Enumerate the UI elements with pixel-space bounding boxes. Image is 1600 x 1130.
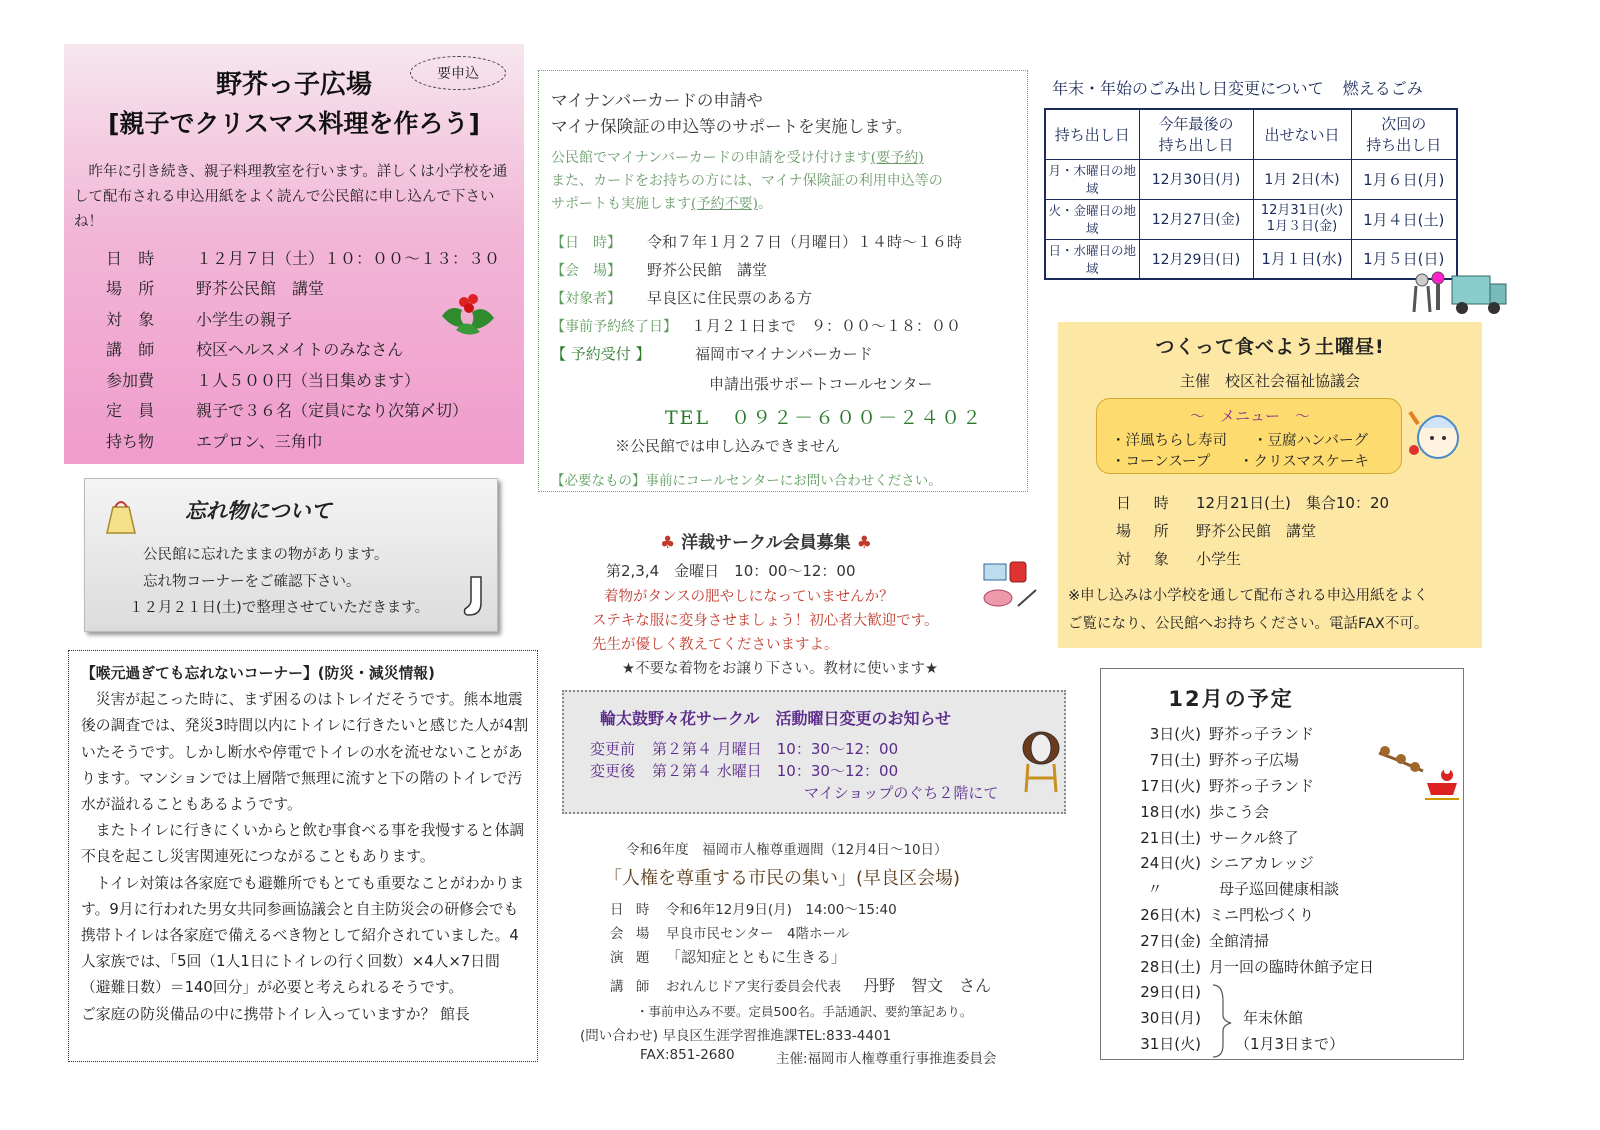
table-cell: 1月５日(日) <box>1351 239 1457 279</box>
saturday-lunch-box <box>1058 322 1482 648</box>
desc-text: 。 <box>757 196 772 212</box>
table-header: 次回の 持ち出し日 <box>1351 109 1457 159</box>
garbage-title-row <box>1052 76 1423 99</box>
info-row <box>106 425 500 456</box>
schedule-event: 年末休館 <box>1243 1009 1304 1028</box>
human-rights-note: ・事前申込み不要。定員500名。手話通訳、要約筆記あり。 <box>636 1004 973 1019</box>
row-key: 日 時 <box>1116 494 1178 512</box>
before-value: 第２第４ 月曜日 10：30～12：00 <box>652 740 899 758</box>
row-key: 日 時 <box>610 902 654 918</box>
table-row <box>1045 159 1457 199</box>
schedule-event: サークル終了 <box>1209 828 1299 847</box>
reservation-badge: 要申込 <box>410 56 506 90</box>
schedule-date: 26日(木) <box>1140 905 1201 924</box>
menu-item: ・コーンスープ <box>1111 454 1211 470</box>
row-value: 小学生 <box>1196 550 1242 568</box>
schedule-date: 21日(土) <box>1140 828 1201 847</box>
desc-text: また、カードをお持ちの方には、マイナ保険証の利用申込等の <box>551 173 943 189</box>
row-key: 【日 時】 <box>551 235 621 251</box>
info-row <box>106 364 500 395</box>
reservation-key: 【 予約受付 】 <box>551 345 651 363</box>
mynumber-row <box>551 231 962 252</box>
human-rights-row <box>610 973 991 996</box>
taiko-title: 輪太鼓野々花サークル 活動曜日変更のお知らせ <box>600 709 952 728</box>
row-value: 「認知症とともに生きる」 <box>666 948 847 966</box>
table-header-row <box>1045 109 1457 159</box>
mynumber-description <box>551 147 1021 216</box>
table-header: 今年最後の 持ち出し日 <box>1139 109 1253 159</box>
schedule-event: 歩こう会 <box>1209 802 1270 821</box>
sewing-line: 先生が優しく教えてくださいますよ。 <box>592 637 839 653</box>
mynumber-box <box>538 70 1028 492</box>
kids-plaza-subtitle: [親子でクリスマス料理を作ろう] <box>108 109 480 138</box>
table-cell: 1月４日(土) <box>1351 199 1457 239</box>
taiko-after-row <box>590 760 898 781</box>
sock-icon <box>461 575 491 619</box>
cook-character-icon <box>1404 402 1468 466</box>
row-value: 野芥公民館 講堂 <box>647 261 768 279</box>
row-key: 対 象 <box>1116 550 1178 568</box>
schedule-event: 野芥っ子ランド <box>1209 776 1315 795</box>
bag-icon <box>101 495 141 537</box>
schedule-date: 31日(火) <box>1140 1034 1201 1053</box>
info-row <box>106 242 500 273</box>
schedule-date: 〃 <box>1147 880 1163 899</box>
saturday-row <box>1116 492 1389 513</box>
mynumber-note: ※公民館では申し込みできません <box>615 437 841 455</box>
info-row <box>106 334 500 365</box>
schedule-date: 30日(月) <box>1140 1009 1201 1028</box>
mynumber-row <box>551 315 961 336</box>
garbage-title: 年末・年始のごみ出し日変更について <box>1052 79 1324 98</box>
bracket-icon <box>1209 981 1235 1061</box>
row-value: 野芥公民館 講堂 <box>1196 522 1317 540</box>
saturday-host: 主催 校区社会福祉協議会 <box>1179 372 1360 390</box>
disaster-paragraph: ご家庭の防災備品の中に携帯トイレ入っていますか？ 館長 <box>81 1005 470 1023</box>
schedule-event: 全館清掃 <box>1209 931 1270 950</box>
kids-plaza-info <box>106 242 500 456</box>
schedule-date: 7日(土) <box>1149 751 1201 770</box>
info-value: 校区ヘルスメイトのみなさん <box>196 340 404 360</box>
reservation-row <box>551 343 873 364</box>
menu-title: ～ メニュー ～ <box>1189 407 1310 425</box>
row-value: 令和７年１月２７日（月曜日）１４時～１６時 <box>647 233 963 251</box>
row-value: 12月21日(土) 集合10：20 <box>1196 494 1390 512</box>
row-value: 早良区に住民票のある方 <box>647 289 813 307</box>
sewing-line: ステキな服に変身させましょう！初心者大歓迎です。 <box>592 613 939 629</box>
saturday-note: ※申し込みは小学校を通して配布される申込用紙をよく <box>1068 588 1429 604</box>
garbage-truck-icon <box>1408 266 1508 320</box>
schedule-item <box>1129 747 1374 773</box>
lost-items-title: 忘れ物について <box>185 499 332 523</box>
taiko-drum-icon <box>1020 730 1062 794</box>
info-key: 場 所 <box>106 279 160 299</box>
lost-items-line: １２月２１日(土)で整理させていただきます。 <box>129 600 430 616</box>
table-cell: 12月30日(月) <box>1139 159 1253 199</box>
info-value: 親子で３６名（定員になり次第〆切） <box>196 401 469 421</box>
schedule-title: 12月の予定 <box>1168 687 1294 711</box>
desc-text: 公民館でマイナンバーカードの申請を受け付けます <box>551 150 871 166</box>
schedule-event: （1月3日まで） <box>1235 1034 1345 1053</box>
table-cell: 12月27日(金) <box>1139 199 1253 239</box>
schedule-item <box>1129 902 1374 928</box>
schedule-date: 27日(金) <box>1140 931 1201 950</box>
sewing-line: ★不要な着物をお譲り下さい。教材に使います★ <box>622 661 938 677</box>
table-cell: 1月１日(水) <box>1253 239 1351 279</box>
sewing-line: 着物がタンスの肥やしになっていませんか？ <box>604 589 894 605</box>
table-cell: 1月６日(月) <box>1351 159 1457 199</box>
taiko-place: マイショップのぐち２階にて <box>804 784 999 802</box>
mynumber-heading: マイナ保険証の申込等のサポートを実施します。 <box>551 117 913 136</box>
human-rights-row <box>610 922 849 942</box>
info-value: 野芥公民館 講堂 <box>196 279 325 299</box>
kids-plaza-box <box>64 44 524 464</box>
schedule-event: 野芥っ子広場 <box>1209 751 1300 770</box>
garbage-type: 燃えるごみ <box>1342 79 1423 98</box>
info-key: 日 時 <box>106 248 160 268</box>
schedule-event: 月一回の臨時休館予定日 <box>1209 957 1375 976</box>
schedule-date: 18日(水) <box>1140 802 1201 821</box>
disaster-title: 【喉元過ぎても忘れないコーナー】(防災・減災情報) <box>81 665 435 682</box>
schedule-event: 野芥っ子ランド <box>1209 725 1315 744</box>
table-cell: 1月 2日(木) <box>1253 159 1351 199</box>
info-key: 参加費 <box>106 370 155 390</box>
row-key: 場 所 <box>1116 522 1178 540</box>
schedule-date: 17日(火) <box>1140 776 1201 795</box>
row-key: 【会 場】 <box>551 263 621 279</box>
table-row <box>1045 239 1457 279</box>
schedule-item <box>1129 953 1374 979</box>
schedule-event: ミニ門松づくり <box>1209 905 1315 924</box>
schedule-item <box>1129 773 1374 799</box>
table-cell: 日・水曜日の地域 <box>1045 239 1139 279</box>
mynumber-row <box>551 259 767 280</box>
desc-emphasis: (要予約) <box>870 150 924 166</box>
garbage-table <box>1044 108 1458 280</box>
reservation-value: 申請出張サポートコールセンター <box>709 375 933 393</box>
taiko-before-row <box>590 738 898 759</box>
schedule-date: 3日(火) <box>1149 725 1201 744</box>
row-key: 会 場 <box>610 926 654 942</box>
menu-item: ・洋風ちらし寿司 <box>1111 433 1227 449</box>
kids-plaza-title: 野芥っ子広場 <box>215 70 372 100</box>
schedule-item <box>1129 824 1374 850</box>
saturday-row <box>1116 520 1316 541</box>
info-key: 定 員 <box>106 401 160 421</box>
human-rights-sub: 令和6年度 福岡市人権尊重週間（12月4日～10日） <box>626 842 948 858</box>
info-key: 対 象 <box>106 309 160 329</box>
table-header: 持ち出し日 <box>1045 109 1139 159</box>
human-rights-title: 「人権を尊重する市民の集い」(早良区会場) <box>604 868 961 889</box>
schedule-item <box>1129 1031 1374 1057</box>
row-key: 講 師 <box>610 979 654 995</box>
human-rights-host: 主催:福岡市人権尊重行事推進委員会 <box>776 1051 997 1067</box>
sewing-title: 洋裁サークル会員募集 <box>681 533 851 553</box>
schedule-date: 28日(土) <box>1140 957 1201 976</box>
disaster-column <box>68 650 538 1062</box>
row-value: 早良市民センター 4階ホール <box>666 926 850 942</box>
saturday-row <box>1116 548 1241 569</box>
lost-items-line: 公民館に忘れたままの物があります。 <box>143 547 389 563</box>
mynumber-needs: 【必要なもの】事前にコールセンターにお問い合わせください。 <box>551 473 942 489</box>
lost-items-box <box>84 478 498 632</box>
december-schedule-box <box>1100 668 1464 1060</box>
menu-box <box>1096 398 1402 474</box>
schedule-event: シニアカレッジ <box>1209 854 1314 873</box>
call-center-tel: TEL ０９２－６００－２４０２ <box>665 407 984 429</box>
disaster-paragraph: 災害が起こった時に、まず困るのはトレイだそうです。熊本地震後の調査では、発災3時間以内にトイレに行きたいと感じた人が4割いたそうです。しかし断水や停電でトイレの水を流せないことがあります。マンションでは上層階で無理に流すと下の階のトイレで汚水が溢れることもあるようです。 <box>81 691 529 814</box>
sewing-schedule: 第2,3,4 金曜日 10：00～12：00 <box>606 562 856 580</box>
saturday-title: つくって食べよう土曜昼! <box>1155 336 1385 358</box>
menu-item: ・クリスマスケーキ <box>1239 454 1369 470</box>
row-key: 【対象者】 <box>551 291 621 307</box>
schedule-item <box>1129 979 1374 1005</box>
table-cell: 月・木曜日の地域 <box>1045 159 1139 199</box>
table-cell: 12月29日(日) <box>1139 239 1253 279</box>
schedule-list <box>1129 721 1374 1056</box>
taiko-notice-box <box>562 690 1066 814</box>
table-row <box>1045 199 1457 239</box>
club-icon: ♣ <box>660 533 676 553</box>
table-cell: 12月31日(火) 1月３日(金) <box>1253 199 1351 239</box>
schedule-item <box>1129 1005 1374 1031</box>
saturday-note: ご覧になり、公民館へお持ちください。電話FAX不可。 <box>1068 616 1429 632</box>
reindeer-sleigh-icon <box>1375 735 1463 807</box>
table-cell: 火・金曜日の地域 <box>1045 199 1139 239</box>
schedule-date: 29日(日) <box>1140 983 1201 1002</box>
info-value: エプロン、三角巾 <box>196 431 323 451</box>
row-value: おれんじドア実行委員会代表 <box>666 979 842 995</box>
disaster-paragraph: またトイレに行きにくいからと飲む事食べる事を我慢すると体調不良を起こし災害関連死につながることもあります。 <box>81 822 525 866</box>
info-value: １人５００円（当日集めます） <box>196 370 421 390</box>
schedule-event: 母子巡回健康相談 <box>1219 880 1340 899</box>
schedule-date: 24日(火) <box>1140 854 1201 873</box>
lecturer-name: 丹野 智文 さん <box>863 976 992 995</box>
desc-text: サポートも実施します <box>551 196 691 212</box>
info-value: １２月７日（土）１０：００～１３：３０ <box>196 248 501 268</box>
lost-items-line: 忘れ物コーナーをご確認下さい。 <box>143 574 361 590</box>
club-icon: ♣ <box>856 533 872 553</box>
schedule-item <box>1129 876 1374 902</box>
after-label: 変更後 <box>590 762 636 780</box>
table-header: 出せない日 <box>1253 109 1351 159</box>
row-value: 令和6年12月9日(月) 14:00～15:40 <box>666 902 897 918</box>
schedule-item <box>1129 927 1374 953</box>
desc-emphasis: (予約不要) <box>691 196 758 212</box>
after-value: 第２第４ 水曜日 10：30～12：00 <box>652 762 899 780</box>
row-value: １月２１日まで ９：００～１８：００ <box>691 317 962 335</box>
human-rights-row <box>610 898 897 918</box>
mynumber-row <box>551 287 812 308</box>
sewing-title-row <box>660 528 872 553</box>
human-rights-fax: FAX:851-2680 <box>640 1047 735 1063</box>
reservation-value: 福岡市マイナンバーカード <box>695 345 873 363</box>
holly-icon <box>436 286 500 336</box>
kids-plaza-intro: 昨年に引き続き、親子料理教室を行います。詳しくは小学校を通して配布される申込用紙をよく読んで公民館に申し込んで下さいね！ <box>74 164 508 230</box>
schedule-item <box>1129 850 1374 876</box>
disaster-paragraph: トイレ対策は各家庭でも避難所でもとても重要なことがわかります。9月に行われた男女共同参画協議会と自主防災会の研修会でも携帯トイレは各家庭で備えるべき物として紹介されていました。4人家族では、「5回（1人1日にトイレの行く回数）×4人×7日間（避難日数）＝140回分」が必要と考えられるそうです。 <box>81 874 525 997</box>
sewing-kit-icon <box>978 556 1040 616</box>
human-rights-row <box>610 946 846 967</box>
info-row <box>106 395 500 426</box>
row-key: 演 題 <box>610 950 654 966</box>
schedule-item <box>1129 798 1374 824</box>
info-key: 講 師 <box>106 340 160 360</box>
info-key: 持ち物 <box>106 431 155 451</box>
menu-item: ・豆腐ハンバーグ <box>1253 433 1368 449</box>
before-label: 変更前 <box>590 740 636 758</box>
human-rights-contact: (問い合わせ) 早良区生涯学習推進課TEL:833-4401 <box>580 1028 892 1044</box>
mynumber-heading: マイナンバーカードの申請や <box>551 91 763 110</box>
row-key: 【事前予約終了日】 <box>551 319 677 335</box>
info-value: 小学生の親子 <box>196 309 293 329</box>
schedule-item <box>1129 721 1374 747</box>
